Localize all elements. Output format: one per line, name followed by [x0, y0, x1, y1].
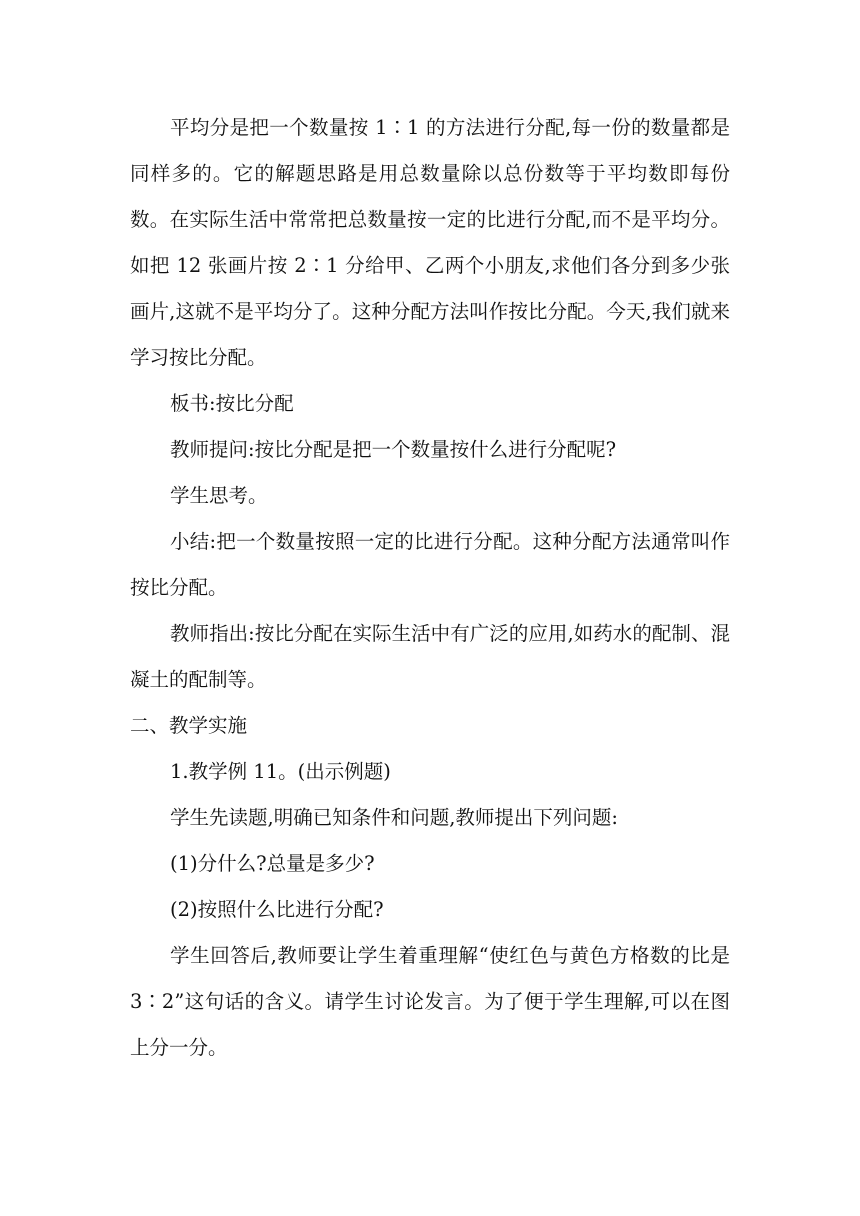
paragraph-student-answer: 学生回答后,教师要让学生着重理解“使红色与黄色方格数的比是 3∶2”这句话的含义。请学生讨论发言。为了便于学生理解,可以在图上分一分。 — [130, 944, 730, 1059]
paragraph-student-thinking: 学生思考。 — [170, 484, 268, 507]
paragraph-teacher-question: 教师提问:按比分配是把一个数量按什么进行分配呢? — [170, 438, 617, 461]
section-heading: 二、教学实施 — [130, 714, 248, 737]
paragraph-read-question: 学生先读题,明确已知条件和问题,教师提出下列问题: — [170, 806, 618, 829]
paragraph-example: 1.教学例 11。(出示例题) — [170, 760, 391, 783]
paragraph-question-2: (2)按照什么比进行分配? — [170, 898, 384, 921]
paragraph-question-1: (1)分什么?总量是多少? — [170, 852, 375, 875]
paragraph-intro: 平均分是把一个数量按 1∶1 的方法进行分配,每一份的数量都是同样多的。它的解题思路是用总数量除以总份数等于平均数即每份数。在实际生活中常常把总数量按一定的比进行分配,而不是平均分。如把 12 张画片按 2∶1 分给甲、乙两个小朋友,求他们各分到多少张画片,这就不是平均分了。这种分配方法叫作按比分配。今天,我们就来学习按比分配。 — [130, 116, 730, 369]
paragraph-board-note: 板书:按比分配 — [170, 392, 294, 415]
paragraph-teacher-points-out: 教师指出:按比分配在实际生活中有广泛的应用,如药水的配制、混凝土的配制等。 — [130, 622, 730, 691]
document-body — [130, 105, 730, 1071]
paragraph-summary: 小结:把一个数量按照一定的比进行分配。这种分配方法通常叫作按比分配。 — [130, 530, 730, 599]
